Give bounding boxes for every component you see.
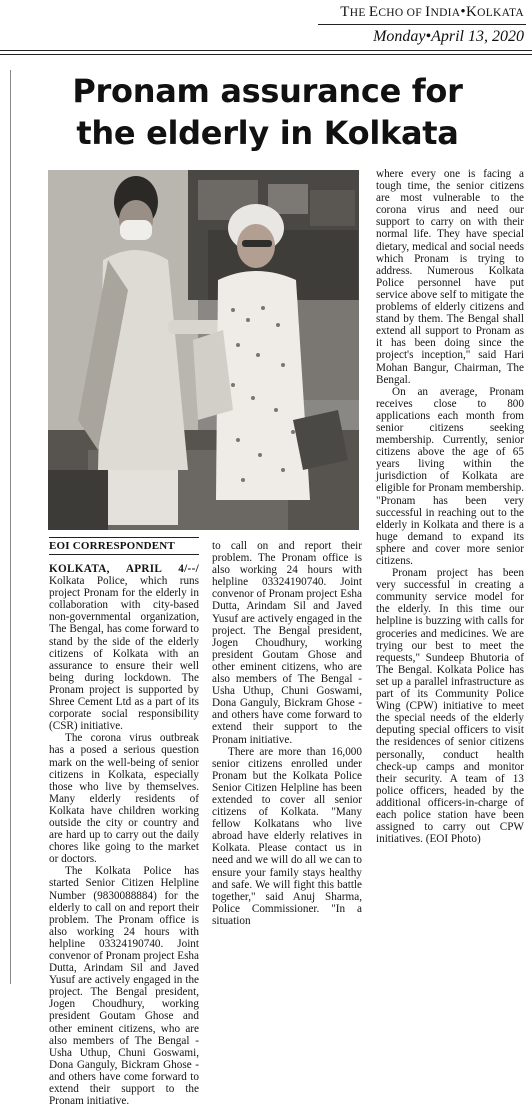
- article-column-2: [212, 540, 362, 983]
- article-photo: [48, 170, 359, 530]
- paragraph-2: The corona virus outbreak has a posed a serious question mark on the well-being of senior citizens in Kolkata, especially those who live by themselves. Many elderly residents of Kolkata have children working outside the city or country and are hard up to carry out the daily chores like going to the market or doctors.: [49, 732, 199, 866]
- headline-line-1: Pronam assurance for: [72, 72, 463, 110]
- article-column-3: [376, 168, 524, 983]
- paragraph-6: Pronam project has been very successful in creating a community service model for the elderly. In this time our helpline is buzzing with calls for groceries and medicines. We are trying our best to meet the requests," Sundeep Bhutoria of The Bengal. Kolkata Police has set up a parallel infrastructure as part of its Community Police Wing (CPW) initiative to meet the special needs of the elderly deputing special officers to visit the residences of senior citizens personally, conduct health check-up camps and monitor their security. A team of 13 police officers, headed by the additional officers-in-charge of each police station have been assigned to carry out CPW initiatives. (EOI Photo): [376, 567, 524, 846]
- byline-box: [49, 537, 199, 555]
- masthead-double-rule: [0, 50, 532, 55]
- paragraph-5: On an average, Pronam receives close to 800 applications each month from senior citizens seeking membership. Currently, senior citizens above the age of 65 years living within the jurisdiction of Kolkata are eligible for Pronam membership. "Pronam has been very successful in reaching out to the elderly in Kolkata and there is a huge demand to expand its sphere and cover more senior citizens.: [376, 385, 524, 567]
- paragraph-4: There are more than 16,000 senior citizens enrolled under Pronam but the Kolkata Police Senior Citizen Helpline has been extended to cover all senior citizens of Kolkata. "Many fellow Kolkatans who live abroad have elderly relatives in Kolkata. Please contact us in need and we will do all we can to ensure your family stays healthy and safe. We will fight this battle together," said Anuj Sharma, Police Commissioner. "In a situation: [212, 745, 362, 927]
- article-column-1: [49, 563, 199, 1107]
- paragraph-4-continued: where every one is facing a tough time, the senior citizens are most vulnerable to the corona virus and need our support to carry on with their normal life. They have special dietary, medical and social needs which Pronam is trying to address. Numerous Kolkata Police personnel have put service above self to mitigate the problems of elderly citizens and stand by them. The Bengal shall extend all support to Pronam as it has been doing since the project's inception," said Hari Mohan Bangur, Chairman, The Bengal.: [376, 168, 524, 386]
- masthead: [0, 0, 532, 56]
- masthead-rule: [318, 24, 526, 25]
- paper-name: THE ECHO OF INDIA•KOLKATA: [340, 4, 524, 20]
- headline: [40, 70, 495, 154]
- paragraph-1: Kolkata Police, which runs project Pronam for the elderly in collaboration with city-based non-governmental organization, The Bengal, has come forward to stand by the side of the elderly citizens of Kolkata with an assurance to ensure their well being during lockdown. The Pronam project is supported by Shree Cement Ltd as a part of its corporate social responsibility (CSR) initiative.: [49, 575, 199, 733]
- headline-line-2: the elderly in Kolkata: [76, 114, 459, 152]
- lead-dateline: KOLKATA, APRIL 4/--/: [49, 563, 199, 575]
- paragraph-3-continued: to call on and report their problem. The Pronam office is also working 24 hours with helpline 03324190740. Joint convenor of Pronam project Esha Dutta, Arindam Sil and Javed Yusuf are actively engaged in the project. The Bengal president, Jogen Choudhury, working president Goutam Ghose and other eminent citizens, who are also members of The Bengal - Usha Uthup, Chuni Goswami, Dona Ganguly, Bickram Ghose - and others have come forward to extend their support to the Pronam initiative.: [212, 540, 362, 746]
- lead-paragraph: [49, 563, 199, 732]
- paragraph-3: The Kolkata Police has started Senior Citizen Helpline Number (9830088884) for the elderly to call on and report their problem. The Pronam office is also working 24 hours with helpline 03324190740. Joint convenor of Pronam project Esha Dutta, Arindam Sil and Javed Yusuf are actively engaged in the project. The Bengal president, Jogen Choudhury, working president Goutam Ghose and other eminent citizens, who are also members of The Bengal - Usha Uthup, Chuni Goswami, Dona Ganguly, Bickram Ghose - and others have come forward to extend their support to the Pronam initiative.: [49, 865, 199, 1107]
- issue-date: Monday•April 13, 2020: [373, 28, 524, 45]
- byline: EOI CORRESPONDENT: [49, 540, 175, 552]
- column-rule-left: [10, 70, 11, 984]
